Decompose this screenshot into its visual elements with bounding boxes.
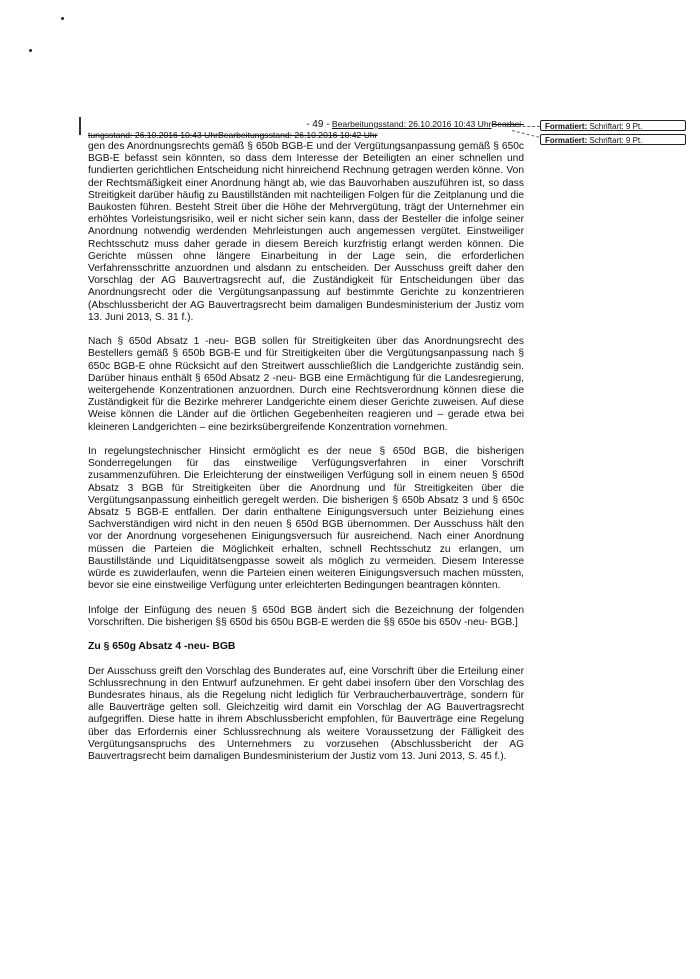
revision-bar <box>79 117 81 135</box>
paragraph: Infolge der Einfügung des neuen § 650d BGB ändert sich die Bezeichnung der folgenden Vorschriften. Die bisherigen §§ 650d bis 650u BGB-E werden die §§ 650e bis 650v -neu- BGB.] <box>88 604 524 628</box>
comment-text: Schriftart: 9 Pt. <box>589 122 643 131</box>
format-comment-1[interactable] <box>540 120 686 131</box>
comment-text: Schriftart: 9 Pt. <box>589 136 643 145</box>
scan-speck <box>61 17 64 20</box>
page-header <box>88 119 524 141</box>
revision-deleted-line: tungsstand: 26.10.2016 10:43 UhrBearbeitungsstand: 26.10.2016 10:42 Uhr <box>88 130 378 140</box>
paragraph: In regelungstechnischer Hinsicht ermöglicht es der neue § 650d BGB, die bisherigen Sonderregelungen für das einstweilige Verfügungsverfahren in einer Vorschrift zusammenzuführen. Die Erleichterung der einstweiligen Verfügung soll in einem neuen § 650d Absatz 3 BGB für Streitigkeiten über die Anordnung und für Streitigkeiten über die Vergütungsanpassung einheitlich geregelt werden. Die bisherigen § 650b Absatz 3 und § 650c Absatz 5 BGB-E entfallen. Der darin enthaltene Einigungsversuch unter Beiziehung eines Sachverständigen wird nicht in den neuen § 650d BGB übernommen. Der Ausschuss hält den vor der Anordnung vorgesehenen Einigungsversuch für ausreichend. Nach einer Anordnung müssen die Parteien die Möglichkeit erhalten, schnell Rechtsschutz zu erlangen, um Baustillstände und Liquiditätsengpasse soweit als möglich zu vermeiden. Diesem Interesse würde es zuwiderlaufen, wenn die Parteien einen weiteren Einigungsversuch machen müssten, bevor sie eine einstweilige Verfügung unter erleichterten Bedingungen beantragen könnten. <box>88 446 524 592</box>
revision-inserted: Bearbeitungsstand: 26.10.2016 10:43 Uhr <box>331 119 492 129</box>
revision-deleted: Bearbei- <box>491 119 524 129</box>
comment-label: Formatiert: <box>545 136 588 145</box>
paragraph: Nach § 650d Absatz 1 -neu- BGB sollen für Streitigkeiten über das Anordnungsrecht des Bestellers gemäß § 650b BGB-E und für Streitigkeiten über die Vergütungsanpassung nach § 650c BGB-E ohne Rücksicht auf den Streitwert ausschließlich die Landgerichte zuständig sein. Darüber hinaus enthält § 650d Absatz 2 -neu- BGB eine Ermächtigung für die Landesregierung, weitergehende Konzentrationen anzuordnen. Durch eine Rechtsverordnung können diese die Zuständigkeit für die Bezirke mehrerer Landgerichte einem dieser Gerichte zuweisen. Auf diese Weise können die Länder auf die örtlichen Gegebenheiten reagieren und – gerade etwa bei kleineren Landgerichten – eine bezirksübergreifende Konzentration vornehmen. <box>88 336 524 433</box>
paragraph: Der Ausschuss greift den Vorschlag des Bunderates auf, eine Vorschrift über die Erteilung einer Schlussrechnung in den Entwurf aufzunehmen. Er geht dabei insofern über den Vorschlag des Bundesrates hinaus, als die Regelung nicht lediglich für Verbraucherbauverträge, sondern für alle Bauverträge gelten soll. Gleichzeitig wird damit ein Vorschlag der AG Bauvertragsrecht aufgegriffen. Diese hatte in ihrem Abschlussbericht empfohlen, für Bauverträge eine Regelung über das Erfordernis einer Schlussrechnung als weitere Voraussetzung der Fälligkeit des Vergütungsanspruchs des Unternehmers zu vorzusehen (Abschlussbericht der AG Bauvertragsrecht beim damaligen Bundesministerium der Justiz vom 13. Juni 2013, S. 45 f.). <box>88 665 524 763</box>
document-body <box>88 141 524 775</box>
section-heading: Zu § 650g Absatz 4 -neu- BGB <box>88 641 236 653</box>
page-number: - 49 - <box>306 119 330 130</box>
scan-speck <box>29 49 32 52</box>
format-comment-2[interactable] <box>540 134 686 145</box>
paragraph: gen des Anordnungsrechts gemäß § 650b BGB-E und der Vergütungsanpassung gemäß § 650c BGB-E befasst sein könnten, so dass dem Interesse der Beteiligten an einer schnellen und fundierten gerichtlichen Entscheidung nicht hinreichend Rechnung getragen werden könne. Von der Rechtsmäßigkeit einer Anordnung hängt ab, wie das Bauvorhaben auszuführen ist, so dass Streitigkeit darüber häufig zu Baustillständen mit nachteiligen Folgen für die Zeitplanung und die Baukosten führen. Besteht Streit über die Höhe der Mehrvergütung, trägt der Unternehmer ein erhöhtes Vorleistungsrisiko, weil er nicht sicher sein kann, dass der Besteller die infolge seiner Anordnung notwendig werdenden Mehrleistungen auch angemessen vergütet. Einstweiliger Rechtsschutz muss daher gerade in diesem Bereich kurzfristig erlangt werden können. Die Gerichte müssen ohne längere Einarbeitung in der Lage sein, die erforderlichen Verfahrensschritte anzuordnen und alsdann zu entscheiden. Der Ausschuss greift daher den Vorschlag der AG Bauvertragsrecht auf, die Zuständigkeit für Entscheidungen über das Anordnungsrecht oder die Vergütungsanpassung auf bestimmte Gerichte zu konzentrieren (Abschlussbericht der AG Bauvertragsrecht beim damaligen Bundesministerium der Justiz vom 13. Juni 2013, S. 31 f.). <box>88 141 524 323</box>
header-line-1 <box>88 119 524 130</box>
comment-label: Formatiert: <box>545 122 588 131</box>
comment-connector <box>508 126 540 127</box>
